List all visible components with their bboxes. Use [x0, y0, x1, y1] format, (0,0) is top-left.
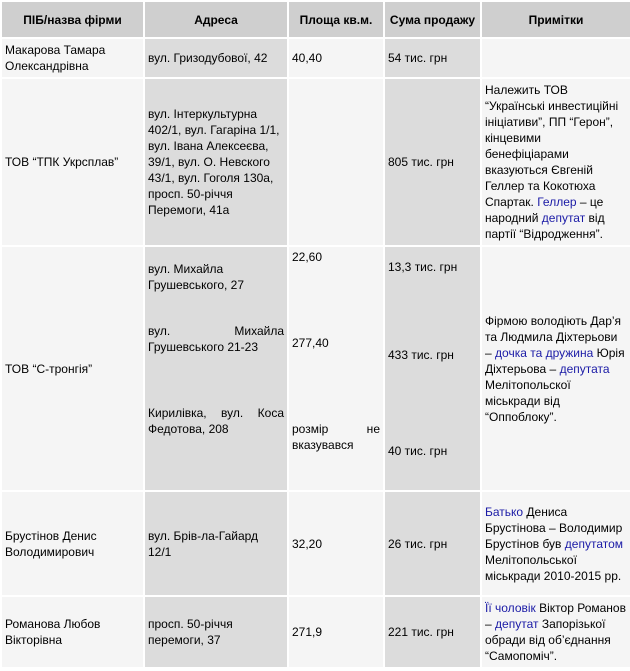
cell-sum: 805 тис. грн: [385, 79, 480, 245]
notes-link-family[interactable]: дочка та дружина: [495, 345, 594, 360]
cell-sum: 221 тис. грн: [385, 597, 480, 667]
notes-text: – це народний: [485, 195, 604, 225]
header-name: ПІБ/назва фірми: [2, 2, 143, 37]
notes-text: Належить ТОВ “Українські инвестиційні ініціативи”, ПП “Герон”, кінцевими бенефіціарами вказуються Євгеній Геллер та Кокотюха Спартак.: [485, 83, 619, 209]
sum-value: 433 тис. грн: [388, 348, 454, 362]
cell-address: вул. Інтеркультурна 402/1, вул. Гагаріна 1/1, вул. Івана Алексеєва, 39/1, вул. О. Невского 43/1, вул. Гоголя 130а, просп. 50-річчя Перемоги, 41а: [145, 79, 287, 245]
cell-notes: [482, 247, 630, 490]
cell-address: [145, 247, 287, 490]
cell-area: 271,9: [289, 597, 383, 667]
notes-link-father[interactable]: Батько: [485, 504, 524, 519]
notes-text: Віктор Романов –: [485, 601, 626, 631]
notes-text: Мелітопольскої міськради від “Оппоблоку”.: [485, 377, 571, 424]
notes-link-geller[interactable]: Геллер: [537, 195, 577, 209]
cell-notes: [482, 492, 630, 595]
cell-name: Макарова Тамара Олександрівна: [2, 39, 143, 77]
notes-link-her[interactable]: Її: [485, 601, 492, 615]
notes-text: від партії “Відродження”.: [485, 211, 605, 241]
area-value: [292, 421, 380, 453]
notes-text: Юрія Діхтерьова –: [485, 345, 625, 376]
header-area: Площа кв.м.: [289, 2, 383, 37]
table-row: [2, 492, 630, 595]
address-part: Кирилівка, вул. Коса: [148, 406, 284, 420]
header-sum: Сума продажу: [385, 2, 480, 37]
cell-area: [289, 79, 383, 245]
cell-sum: [385, 247, 480, 490]
header-notes: Примітки: [482, 2, 630, 37]
table-row: [2, 247, 630, 490]
cell-area: [289, 247, 383, 490]
table-header-row: [2, 2, 630, 37]
table-row: [2, 39, 630, 77]
notes-link-deputat[interactable]: депутатом: [564, 536, 624, 551]
notes-text: Мелітопольської міськради 2010-2015 рр.: [485, 552, 622, 583]
table-row: [2, 79, 630, 245]
notes-text: Запорізької обради від об’єднання “Самопоміч”.: [485, 617, 611, 663]
header-address: Адреса: [145, 2, 287, 37]
notes-link-husband[interactable]: чоловік: [495, 601, 536, 615]
table-row: [2, 597, 630, 667]
area-part: розмір не: [292, 422, 380, 436]
cell-address: вул. Брів-ла-Гайард 12/1: [145, 492, 287, 595]
notes-text: Фірмою володіють Дар’я та Людмила Діхтерьови –: [485, 313, 622, 360]
cell-area: 40,40: [289, 39, 383, 77]
cell-name: Романова Любов Вікторівна: [2, 597, 143, 667]
cell-name: Брустінов Денис Володимирович: [2, 492, 143, 595]
cell-address: просп. 50-річчя перемоги, 37: [145, 597, 287, 667]
notes-link-deputat[interactable]: депутата: [559, 361, 610, 376]
address-part: Федотова, 208: [148, 422, 229, 436]
address-line: [148, 323, 284, 405]
area-value: 22,60: [292, 250, 323, 264]
sum-value: 40 тис. грн: [388, 444, 448, 458]
notes-link-deputat[interactable]: депутат: [541, 211, 586, 225]
address-line: вул. Михайла Грушевського, 27: [148, 262, 245, 292]
area-value: 277,40: [292, 336, 329, 350]
notes-text: Дениса Брустінова – Володимир Брустінов був: [485, 504, 623, 551]
cell-sum: 54 тис. грн: [385, 39, 480, 77]
area-part: вказувався: [292, 438, 354, 452]
cell-name: ТОВ “С-тронгія”: [2, 247, 143, 490]
cell-area: 32,20: [289, 492, 383, 595]
cell-notes: [482, 597, 630, 667]
cell-notes: [482, 79, 630, 245]
cell-notes: [482, 39, 630, 77]
notes-link-deputat[interactable]: депутат: [495, 617, 539, 631]
sum-value: 13,3 тис. грн: [388, 260, 458, 274]
cell-name: ТОВ “ТПК Укрсплав”: [2, 79, 143, 245]
address-line: [148, 405, 284, 437]
address-part: Грушевського 21-23: [148, 340, 259, 354]
address-part: вул. Михайла: [148, 324, 284, 338]
cell-address: вул. Гризодубової, 42: [145, 39, 287, 77]
cell-sum: 26 тис. грн: [385, 492, 480, 595]
